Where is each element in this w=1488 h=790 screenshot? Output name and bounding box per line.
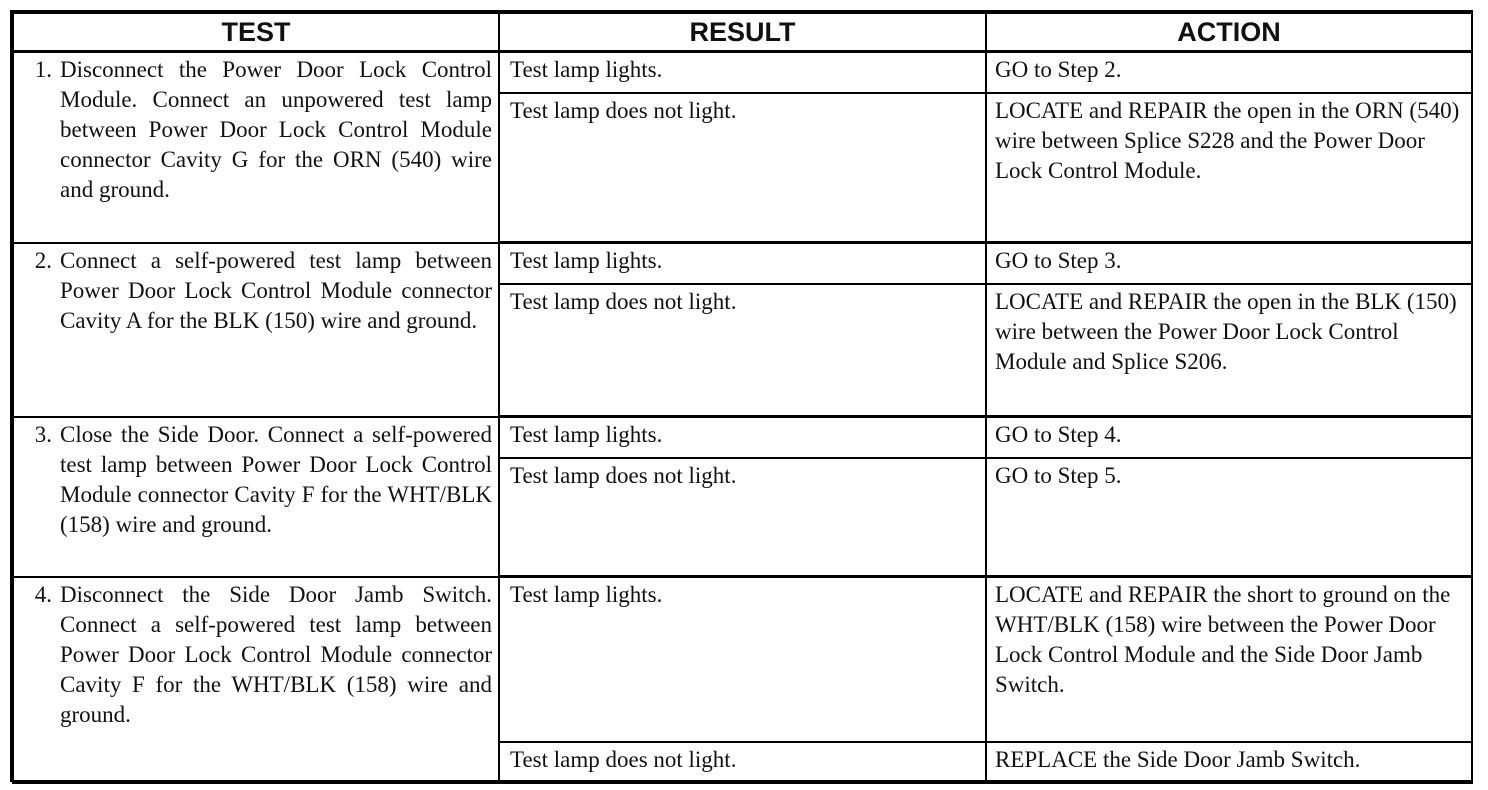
step-number: 4. (34, 581, 52, 607)
diagnostic-table-container (10, 10, 1473, 782)
result-cell: Test lamp lights. (499, 577, 986, 742)
header-result: RESULT (499, 13, 986, 52)
step-number: 3. (34, 421, 52, 447)
test-description: Disconnect the Side Door Jamb Switch. Connect a self-powered test lamp between Power Door Lock Control Module connector Cavity F for the WHT/BLK (158) wire and ground. (60, 581, 492, 727)
header-test: TEST (13, 13, 499, 52)
result-cell: Test lamp lights. (499, 52, 986, 93)
table-row (13, 577, 1472, 742)
action-cell: GO to Step 3. (986, 243, 1472, 284)
action-cell: GO to Step 5. (986, 458, 1472, 577)
result-cell: Test lamp does not light. (499, 458, 986, 577)
table-row (13, 243, 1472, 284)
action-cell: LOCATE and REPAIR the open in the ORN (540) wire between Splice S228 and the Power Door Lock Control Module. (986, 93, 1472, 243)
test-cell (13, 243, 499, 417)
test-cell (13, 577, 499, 783)
test-description: Close the Side Door. Connect a self-powered test lamp between Power Door Lock Control Module connector Cavity F for the WHT/BLK (158) wire and ground. (60, 421, 492, 537)
result-cell: Test lamp does not light. (499, 742, 986, 783)
result-cell: Test lamp lights. (499, 417, 986, 458)
test-cell (13, 417, 499, 577)
action-cell: LOCATE and REPAIR the short to ground on the WHT/BLK (158) wire between the Power Door Lock Control Module and the Side Door Jamb Switch. (986, 577, 1472, 742)
test-description: Disconnect the Power Door Lock Control Module. Connect an unpowered test lamp between Power Door Lock Control Module connector Cavity G for the ORN (540) wire and ground. (60, 57, 492, 202)
action-cell: REPLACE the Side Door Jamb Switch. (986, 742, 1472, 783)
action-cell: GO to Step 2. (986, 52, 1472, 93)
header-action: ACTION (986, 13, 1472, 52)
step-number: 2. (34, 247, 52, 273)
test-cell (13, 52, 499, 243)
table-row (13, 417, 1472, 458)
step-number: 1. (34, 57, 52, 82)
action-cell: GO to Step 4. (986, 417, 1472, 458)
diagnostic-test-table (12, 12, 1473, 784)
test-description: Connect a self-powered test lamp between Power Door Lock Control Module connector Cavity A for the BLK (150) wire and ground. (60, 247, 492, 333)
header-row (13, 13, 1472, 52)
result-cell: Test lamp does not light. (499, 284, 986, 417)
result-cell: Test lamp lights. (499, 243, 986, 284)
result-cell: Test lamp does not light. (499, 93, 986, 243)
table-row (13, 52, 1472, 93)
action-cell: LOCATE and REPAIR the open in the BLK (150) wire between the Power Door Lock Control Module and Splice S206. (986, 284, 1472, 417)
